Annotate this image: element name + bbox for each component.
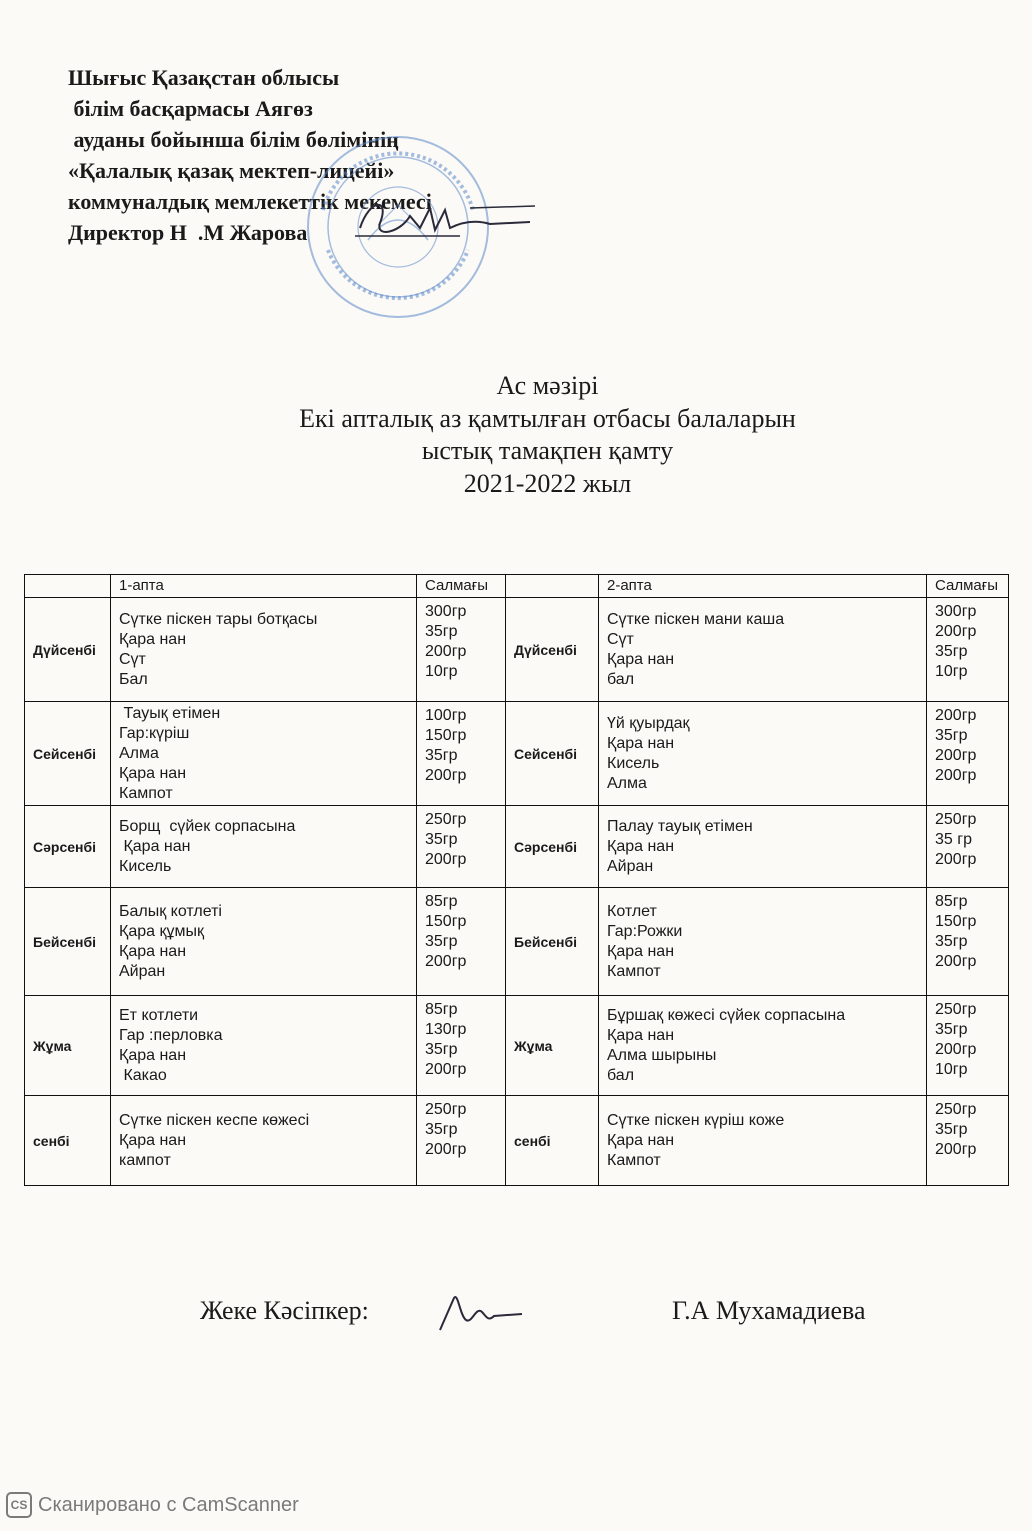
week1-header: 1-апта xyxy=(111,575,417,598)
weight-value: 130гр xyxy=(425,1021,467,1038)
weight-value: 35гр xyxy=(935,933,968,950)
dish-item: Қара нан xyxy=(607,1026,675,1044)
weights-cell xyxy=(927,888,1009,996)
weight-value: 10гр xyxy=(425,663,458,680)
day-cell: Сәрсенбі xyxy=(25,806,111,888)
dish-item: бал xyxy=(607,670,635,688)
day-cell: сенбі xyxy=(506,1096,599,1186)
dish-item: Алма xyxy=(119,744,159,762)
weight-value: 35гр xyxy=(425,623,458,640)
day-cell: Жұма xyxy=(506,996,599,1096)
day-cell: Сейсенбі xyxy=(25,702,111,806)
weight-value: 85гр xyxy=(425,1001,458,1018)
title-line: ыстық тамақпен қамту xyxy=(421,436,674,465)
dish-item: бал xyxy=(607,1066,635,1084)
header-line: коммуналдық мемлекеттік мекемесі xyxy=(68,189,432,214)
dish-item: Кампот xyxy=(119,784,173,802)
weight-value: 250гр xyxy=(935,1101,977,1118)
header-line: Директор Н .М Жарова xyxy=(68,220,308,245)
weight-value: 250гр xyxy=(935,811,977,828)
title-line: Ас мәзірі xyxy=(496,371,599,400)
scanner-watermark xyxy=(6,1492,299,1518)
weight-value: 35гр xyxy=(935,643,968,660)
weight-value: 200гр xyxy=(935,767,977,784)
dish-item: Сүт xyxy=(119,650,146,668)
day-cell: Сәрсенбі xyxy=(506,806,599,888)
menu-row xyxy=(25,702,1009,806)
dish-item: Палау тауық етімен xyxy=(607,817,753,835)
weights-cell xyxy=(927,702,1009,806)
day-cell: Дүйсенбі xyxy=(25,598,111,702)
dishes-cell xyxy=(111,888,417,996)
weight-value: 200гр xyxy=(935,623,977,640)
dish-item: Гар :перловка xyxy=(119,1026,223,1044)
dish-item: Алма xyxy=(607,774,647,792)
header-line: «Қалалық қазақ мектеп-лицейі» xyxy=(68,158,395,183)
dish-item: Қара нан xyxy=(119,942,187,960)
menu-row xyxy=(25,888,1009,996)
dish-item: Какао xyxy=(119,1066,167,1084)
dish-item: Сүтке піскен тары ботқасы xyxy=(119,610,318,628)
weight-value: 200гр xyxy=(935,1141,977,1158)
table-header-row xyxy=(25,575,1009,598)
weight-value: 35гр xyxy=(425,1041,458,1058)
dish-item: кампот xyxy=(119,1151,171,1169)
weight-value: 200гр xyxy=(935,1041,977,1058)
weight-value: 100гр xyxy=(425,707,467,724)
menu-row xyxy=(25,598,1009,702)
menu-table xyxy=(24,574,1009,1186)
day-cell: Бейсенбі xyxy=(506,888,599,996)
dish-item: Қара нан xyxy=(119,837,191,855)
weight-value: 35гр xyxy=(425,933,458,950)
weight-value: 200гр xyxy=(935,707,977,724)
dish-item: Балық котлеті xyxy=(119,902,222,920)
dish-item: Гар:Рожки xyxy=(607,922,683,940)
camscanner-logo-icon: CS xyxy=(6,1492,32,1518)
menu-title xyxy=(270,370,825,500)
dish-item: Айран xyxy=(607,857,654,875)
dish-item: Алма шырыны xyxy=(607,1046,717,1064)
weight-value: 250гр xyxy=(425,811,467,828)
weight-value: 200гр xyxy=(425,1141,467,1158)
table-header-cell xyxy=(25,575,111,598)
weight-value: 35гр xyxy=(425,831,458,848)
dish-item: Кампот xyxy=(607,962,661,980)
dishes-cell xyxy=(599,996,927,1096)
weight-value: 150гр xyxy=(425,727,467,744)
weight-value: 85гр xyxy=(425,893,458,910)
weights-cell xyxy=(927,996,1009,1096)
title-line: Екі апталық аз қамтылған отбасы балаларын xyxy=(299,403,796,433)
day-cell: Жұма xyxy=(25,996,111,1096)
weight-value: 200гр xyxy=(935,851,977,868)
dish-item: Қара құмық xyxy=(119,922,204,940)
dish-item: Қара нан xyxy=(607,837,675,855)
week2-header: 2-апта xyxy=(599,575,927,598)
dish-item: Сүт xyxy=(607,630,634,648)
weight-value: 10гр xyxy=(935,663,968,680)
dish-item: Қара нан xyxy=(119,1046,187,1064)
dish-item: Қара нан xyxy=(607,650,675,668)
day-cell: сенбі xyxy=(25,1096,111,1186)
scanner-text: Сканировано с CamScanner xyxy=(38,1493,299,1516)
weight-value: 250гр xyxy=(935,1001,977,1018)
dish-item: Қара нан xyxy=(119,630,187,648)
dish-item: Борщ сүйек сорпасына xyxy=(119,817,296,835)
weight-value: 85гр xyxy=(935,893,968,910)
weight-value: 200гр xyxy=(425,643,467,660)
dish-item: Сүтке піскен күріш коже xyxy=(607,1111,785,1129)
weights-cell xyxy=(927,806,1009,888)
header-line: Шығыс Қазақстан облысы xyxy=(68,65,340,90)
dish-item: Сүтке піскен кеспе көжесі xyxy=(119,1111,310,1129)
weights-cell xyxy=(417,702,506,806)
dish-item: Гар:күріш xyxy=(119,724,190,742)
weight-value: 250гр xyxy=(425,1101,467,1118)
weight-value: 200гр xyxy=(425,1061,467,1078)
weight-value: 200гр xyxy=(425,953,467,970)
dish-item: Қара нан xyxy=(119,764,187,782)
dishes-cell xyxy=(599,702,927,806)
weight-value: 35гр xyxy=(935,1021,968,1038)
weight-value: 35 гр xyxy=(935,831,972,848)
dishes-cell xyxy=(111,702,417,806)
dish-item: Үй қуырдақ xyxy=(607,714,690,732)
dishes-cell xyxy=(111,996,417,1096)
dishes-cell xyxy=(111,1096,417,1186)
dish-item: Қара нан xyxy=(607,734,675,752)
weight-value: 35гр xyxy=(425,747,458,764)
menu-row xyxy=(25,996,1009,1096)
table-header-cell xyxy=(506,575,599,598)
weight-value: 150гр xyxy=(425,913,467,930)
weight-value: 200гр xyxy=(425,767,467,784)
weight-value: 35гр xyxy=(935,1121,968,1138)
dish-item: Бал xyxy=(119,670,148,688)
entrepreneur-name: Г.А Мухамадиева xyxy=(672,1296,866,1325)
header-line: ауданы бойынша білім бөлімінің xyxy=(68,127,399,152)
weights-cell xyxy=(417,888,506,996)
title-line: 2021-2022 жыл xyxy=(463,468,632,498)
menu-row xyxy=(25,806,1009,888)
dish-item: Айран xyxy=(119,962,166,980)
day-cell: Сейсенбі xyxy=(506,702,599,806)
dish-item: Бұршақ көжесі сүйек сорпасына xyxy=(607,1006,846,1024)
weight-value: 35гр xyxy=(425,1121,458,1138)
weight-value: 200гр xyxy=(935,747,977,764)
weights-cell xyxy=(417,806,506,888)
dishes-cell xyxy=(111,598,417,702)
day-cell: Дүйсенбі xyxy=(506,598,599,702)
weight-value: 300гр xyxy=(425,603,467,620)
dish-item: Қара нан xyxy=(607,942,675,960)
menu-row xyxy=(25,1096,1009,1186)
dish-item: Кисель xyxy=(607,754,660,772)
weights-cell xyxy=(417,996,506,1096)
day-cell: Бейсенбі xyxy=(25,888,111,996)
dishes-cell xyxy=(599,888,927,996)
dish-item: Ет котлети xyxy=(119,1006,199,1024)
weight-value: 300гр xyxy=(935,603,977,620)
dish-item: Тауық етімен xyxy=(119,704,221,722)
dishes-cell xyxy=(599,1096,927,1186)
weights-cell xyxy=(417,598,506,702)
weight-value: 200гр xyxy=(425,851,467,868)
weight-header: Салмағы xyxy=(927,575,1009,598)
director-signature-icon xyxy=(350,188,540,250)
weight-header: Салмағы xyxy=(417,575,506,598)
weights-cell xyxy=(927,598,1009,702)
weight-value: 200гр xyxy=(935,953,977,970)
weight-value: 10гр xyxy=(935,1061,968,1078)
dish-item: Қара нан xyxy=(119,1131,187,1149)
entrepreneur-label: Жеке Кәсіпкер: xyxy=(200,1296,369,1325)
dish-item: Қара нан xyxy=(607,1131,675,1149)
entrepreneur-signature-icon xyxy=(432,1286,527,1336)
weight-value: 35гр xyxy=(935,727,968,744)
weight-value: 150гр xyxy=(935,913,977,930)
dish-item: Сүтке піскен мани каша xyxy=(607,610,785,628)
weights-cell xyxy=(417,1096,506,1186)
dish-item: Кисель xyxy=(119,857,172,875)
header-line: білім басқармасы Аягөз xyxy=(68,96,313,121)
weights-cell xyxy=(927,1096,1009,1186)
dishes-cell xyxy=(599,806,927,888)
dish-item: Котлет xyxy=(607,902,657,920)
dishes-cell xyxy=(111,806,417,888)
dishes-cell xyxy=(599,598,927,702)
dish-item: Кампот xyxy=(607,1151,661,1169)
